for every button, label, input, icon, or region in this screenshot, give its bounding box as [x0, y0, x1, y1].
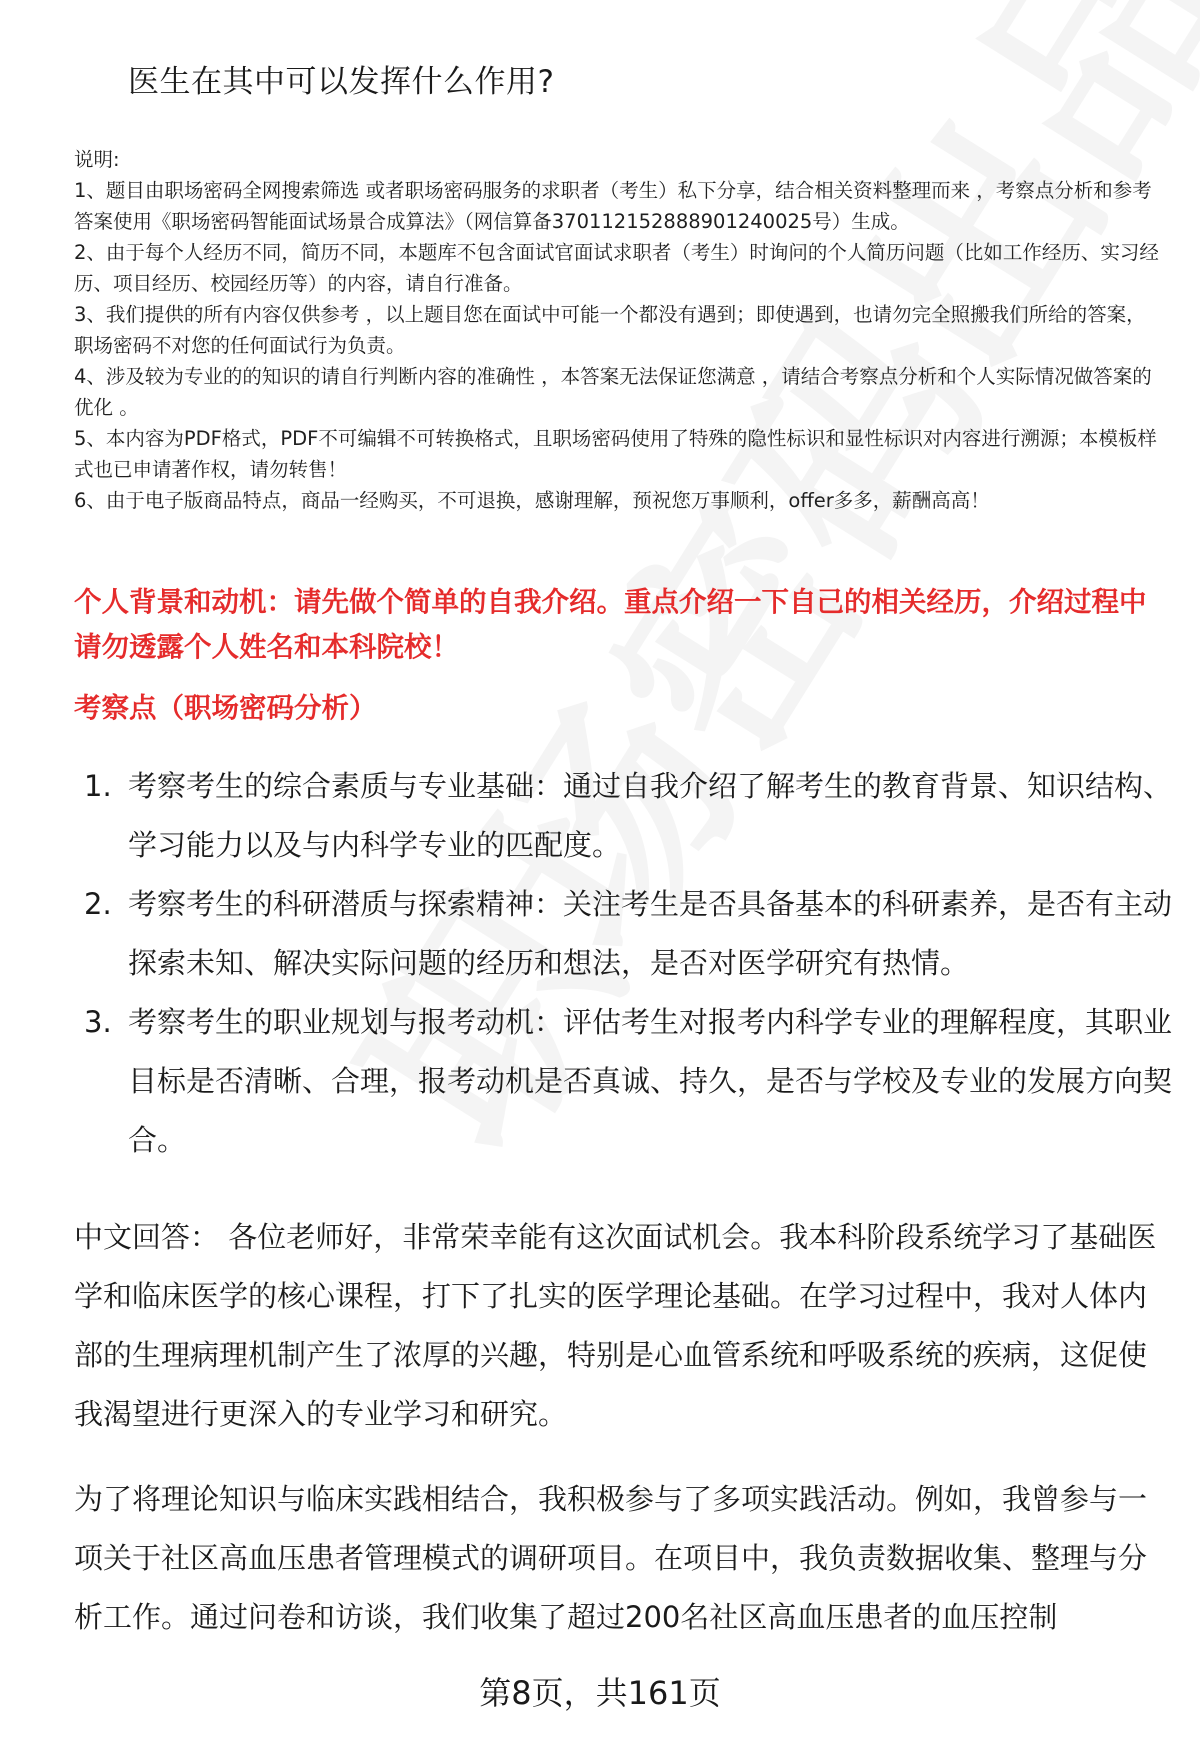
answer-paragraph-2: 为了将理论知识与临床实践相结合，我积极参与了多项实践活动。例如，我曾参与一项关于社区高血压患者管理模式的调研项目。在项目中，我负责数据收集、整理与分析工作。通过问卷和访谈，我们收集了超过200名社区高血压患者的血压控制 — [74, 1482, 1148, 1634]
point-number: 1. — [84, 769, 112, 803]
analysis-point — [84, 875, 1174, 993]
point-number: 2. — [84, 887, 112, 921]
note-item: 5、本内容为PDF格式，PDF不可编辑不可转换格式，且职场密码使用了特殊的隐性标识和显性标识对内容进行溯源；本模板样式也已申请著作权，请勿转售！ — [74, 427, 1157, 481]
point-text: 考察考生的科研潜质与探索精神：关注考生是否具备基本的科研素养，是否有主动探索未知、解决实际问题的经历和想法，是否对医学研究有热情。 — [128, 887, 1173, 980]
answer-paragraph-1: 中文回答： 各位老师好，非常荣幸能有这次面试机会。我本科阶段系统学习了基础医学和临床医学的核心课程，打下了扎实的医学理论基础。在学习过程中，我对人体内部的生理病理机制产生了浓厚的兴趣，特别是心血管系统和呼吸系统的疾病，这促使我渴望进行更深入的专业学习和研究。 — [74, 1220, 1157, 1431]
point-text: 考察考生的综合素质与专业基础：通过自我介绍了解考生的教育背景、知识结构、学习能力以及与内科学专业的匹配度。 — [128, 769, 1173, 862]
note-item: 2、由于每个人经历不同，简历不同，本题库不包含面试官面试求职者（考生）时询问的个人简历问题（比如工作经历、实习经历、项目经历、校园经历等）的内容，请自行准备。 — [74, 241, 1159, 295]
analysis-point — [84, 993, 1174, 1170]
point-text: 考察考生的职业规划与报考动机：评估考生对报考内科学专业的理解程度，其职业目标是否清晰、合理，报考动机是否真诚、持久，是否与学校及专业的发展方向契合。 — [128, 1005, 1173, 1157]
question-tail: 医生在其中可以发挥什么作用? — [128, 64, 555, 100]
note-item: 6、由于电子版商品特点，商品一经购买，不可退换，感谢理解，预祝您万事顺利，offer多多，薪酬高高！ — [74, 489, 990, 512]
analysis-point — [84, 757, 1174, 875]
analysis-heading: 考察点（职场密码分析） — [74, 692, 377, 724]
note-item: 3、我们提供的所有内容仅供参考 ，以上题目您在面试中可能一个都没有遇到；即使遇到，也请勿完全照搬我们所给的答案，职场密码不对您的任何面试行为负责。 — [74, 303, 1146, 357]
page-footer: 第8页，共161页 — [479, 1674, 721, 1712]
question-heading: 个人背景和动机：请先做个简单的自我介绍。重点介绍一下自己的相关经历，介绍过程中请勿透露个人姓名和本科院校！ — [74, 586, 1147, 663]
notes-title: 说明: — [74, 148, 120, 171]
analysis-points — [84, 757, 1174, 1170]
note-item: 1、题目由职场密码全网搜索筛选 或者职场密码服务的求职者（考生）私下分享，结合相关资料整理而来 ，考察点分析和参考答案使用《职场密码智能面试场景合成算法》（网信算备370112152888901240025号）生成。 — [74, 179, 1152, 233]
note-item: 4、涉及较为专业的的知识的请自行判断内容的准确性 ，本答案无法保证您满意 ，请结合考察点分析和个人实际情况做答案的优化 。 — [74, 365, 1152, 419]
point-number: 3. — [84, 1005, 112, 1039]
notes-section — [74, 144, 1159, 516]
